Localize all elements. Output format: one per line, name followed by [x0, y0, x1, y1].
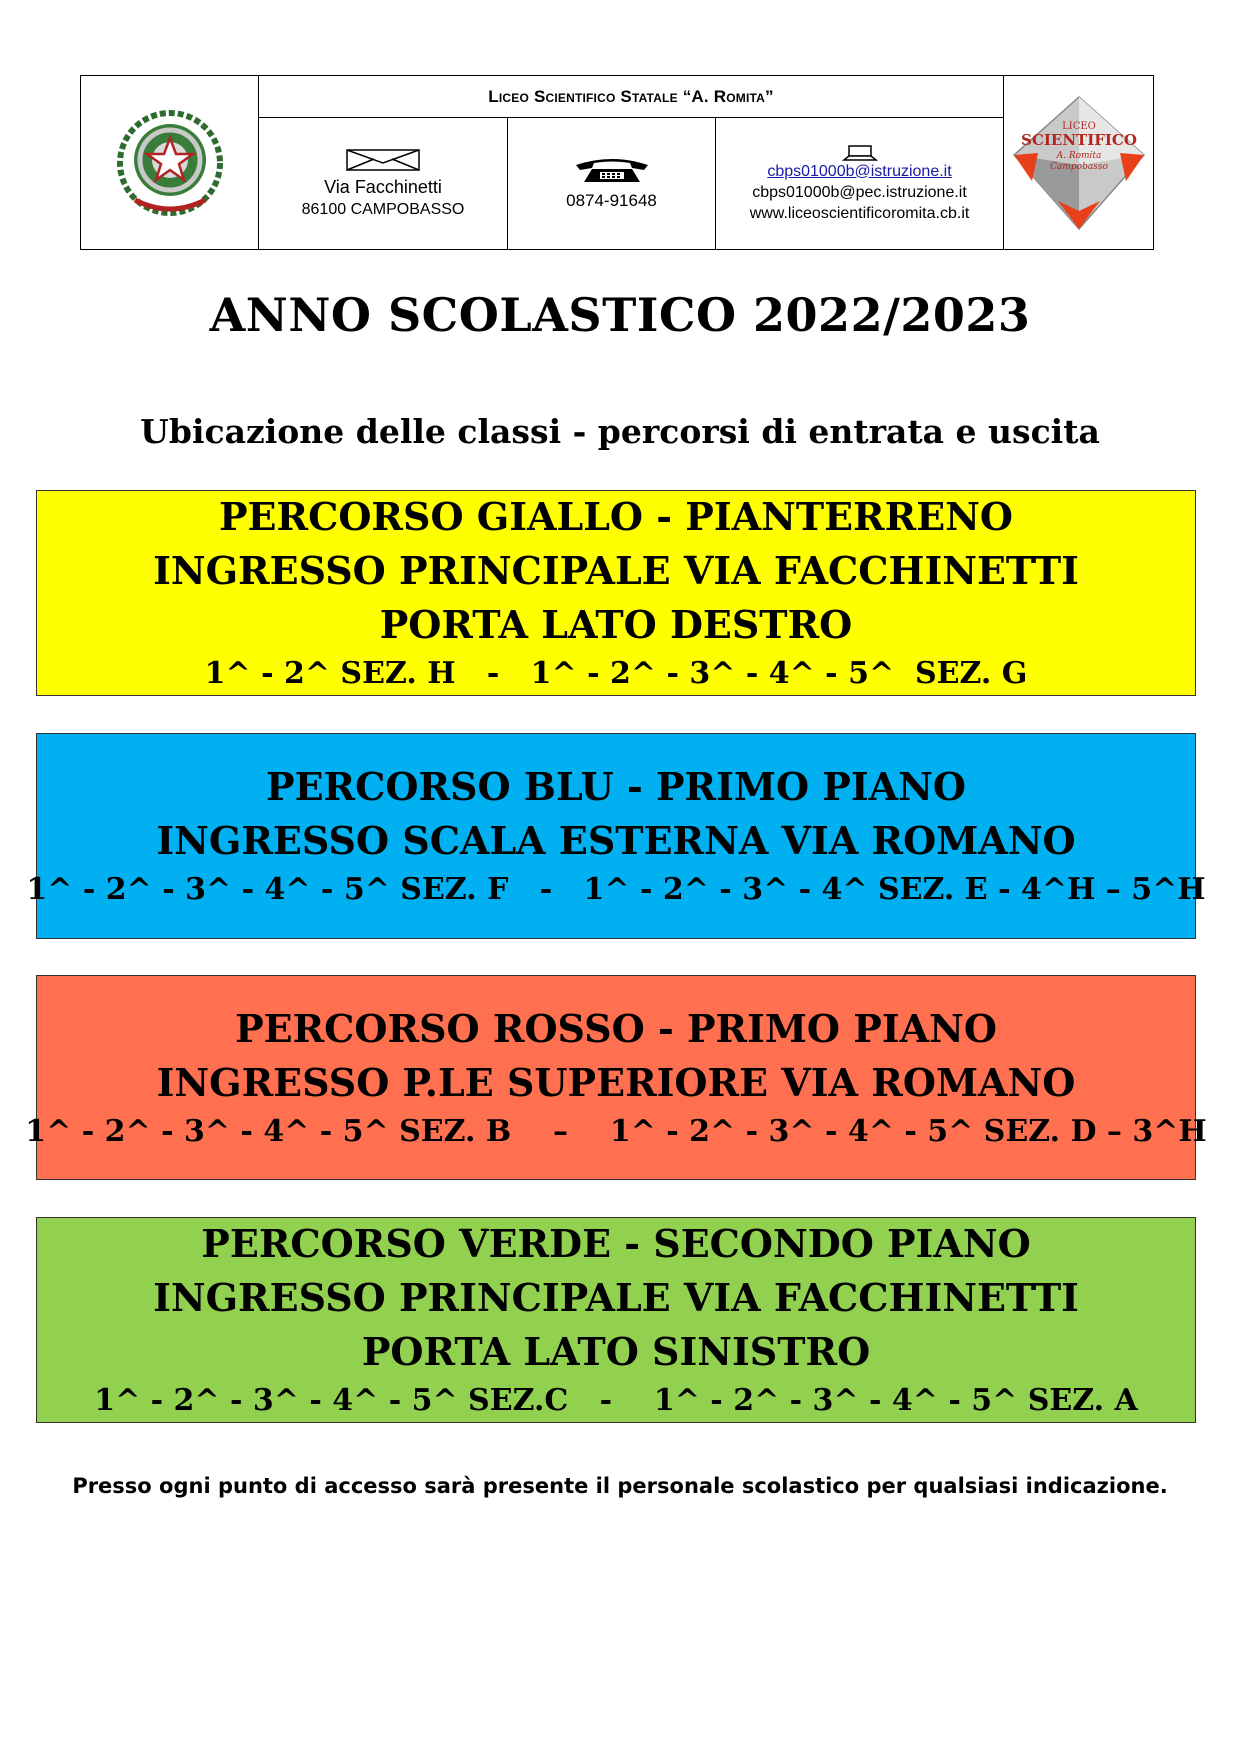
page-title: ANNO SCOLASTICO 2022/2023	[209, 288, 1031, 342]
route-blue-entrance: INGRESSO SCALA ESTERNA VIA ROMANO	[156, 818, 1076, 863]
logo-text-romita: A. Romita	[1056, 150, 1101, 161]
route-blue-classes: 1^ - 2^ - 3^ - 4^ - 5^ SEZ. F - 1^ - 2^ - 3^ - 4^ SEZ. E - 4^H – 5^H	[26, 872, 1206, 907]
route-yellow-classes: 1^ - 2^ SEZ. H - 1^ - 2^ - 3^ - 4^ - 5^ SEZ. G	[204, 656, 1028, 691]
route-yellow-title: PERCORSO GIALLO - PIANTERRENO	[218, 494, 1014, 539]
route-yellow	[36, 490, 1196, 696]
letterhead	[80, 75, 1154, 250]
address-cell	[259, 118, 507, 249]
web-cell	[715, 118, 1003, 249]
logo-text-liceo: LICEO	[1061, 120, 1096, 132]
route-green	[36, 1217, 1196, 1423]
address-city: 86100 CAMPOBASSO	[301, 200, 465, 218]
route-red	[25, 975, 1207, 1180]
route-red-title: PERCORSO ROSSO - PRIMO PIANO	[235, 1005, 997, 1051]
computer-icon	[842, 145, 878, 161]
page-subtitle: Ubicazione delle classi - percorsi di entrata e uscita	[140, 412, 1100, 451]
letterhead-center	[259, 76, 1003, 249]
route-green-title: PERCORSO VERDE - SECONDO PIANO	[201, 1221, 1031, 1266]
contact-row	[259, 118, 1003, 249]
route-blue	[26, 733, 1206, 939]
route-green-door: PORTA LATO SINISTRO	[361, 1329, 871, 1374]
republic-emblem-icon	[115, 108, 225, 218]
email-link[interactable]: cbps01000b@istruzione.it	[767, 162, 952, 180]
school-logo-cell	[1003, 76, 1153, 249]
website[interactable]: www.liceoscientificoromita.cb.it	[749, 204, 970, 222]
route-green-entrance: INGRESSO PRINCIPALE VIA FACCHINETTI	[153, 1275, 1079, 1320]
logo-text-scientifico: SCIENTIFICO	[1020, 130, 1137, 149]
route-red-classes: 1^ - 2^ - 3^ - 4^ - 5^ SEZ. B – 1^ - 2^ - 3^ - 4^ - 5^ SEZ. D – 3^H	[25, 1113, 1207, 1149]
republic-emblem-cell	[81, 76, 259, 249]
telephone-icon	[572, 157, 652, 183]
phone-number: 0874-91648	[566, 190, 657, 210]
school-logo-icon	[1010, 93, 1148, 233]
logo-text-campobasso: Campobasso	[1049, 161, 1108, 172]
envelope-icon	[346, 149, 420, 171]
route-yellow-door: PORTA LATO DESTRO	[379, 602, 853, 647]
footer-note: Presso ogni punto di accesso sarà presente il personale scolastico per qualsiasi indicazione.	[72, 1474, 1168, 1498]
route-red-entrance: INGRESSO P.LE SUPERIORE VIA ROMANO	[156, 1059, 1076, 1105]
route-blue-title: PERCORSO BLU - PRIMO PIANO	[266, 764, 966, 809]
school-name: Liceo Scientifico Statale “A. Romita”	[259, 76, 1003, 118]
phone-cell	[507, 118, 715, 249]
pec-address: cbps01000b@pec.istruzione.it	[752, 183, 967, 201]
address-street: Via Facchinetti	[324, 176, 442, 197]
route-yellow-entrance: INGRESSO PRINCIPALE VIA FACCHINETTI	[153, 548, 1079, 593]
route-green-classes: 1^ - 2^ - 3^ - 4^ - 5^ SEZ.C - 1^ - 2^ - 3^ - 4^ - 5^ SEZ. A	[94, 1383, 1138, 1418]
